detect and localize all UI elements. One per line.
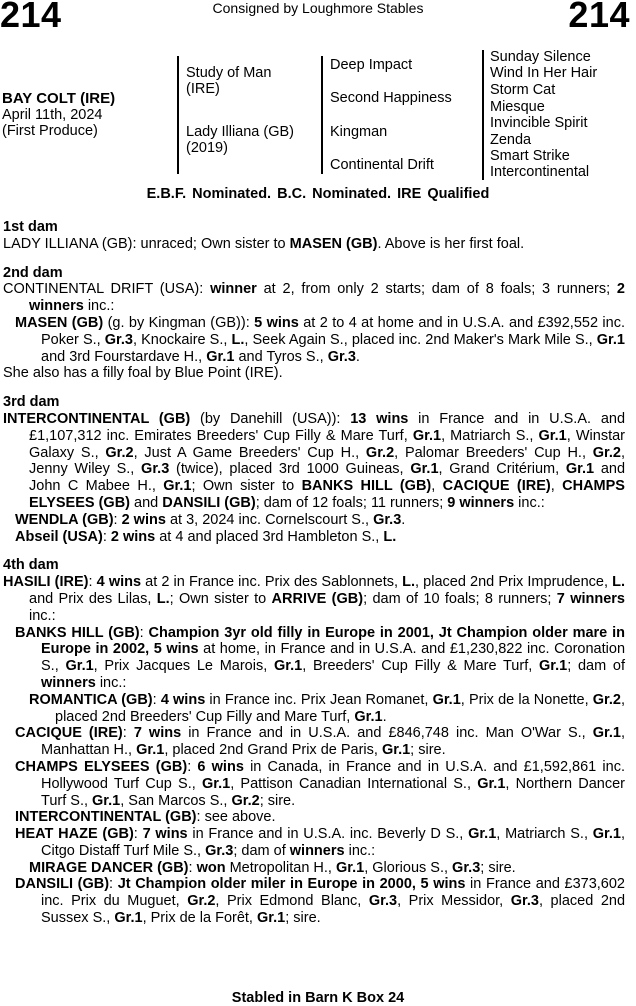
consignor: Consigned by Loughmore Stables: [212, 0, 424, 16]
bold-run: 2 wins: [121, 511, 166, 528]
bold-run: Gr.1: [538, 658, 568, 675]
bold-run: Gr.1: [201, 775, 231, 792]
bold-run: Gr.1: [273, 658, 303, 675]
stabling-info: Stabled in Barn K Box 24: [231, 990, 405, 1006]
pedigree-ggp-6: Zenda: [490, 132, 532, 148]
bold-run: Gr.2: [187, 893, 216, 910]
pedigree-sire-country: (IRE): [186, 81, 220, 97]
pedigree-ggp-4: Miesque: [490, 99, 545, 115]
bold-run: winners: [289, 842, 345, 859]
bold-run: Gr.1: [592, 826, 621, 843]
bold-run: Gr.1: [410, 461, 439, 478]
bold-run: 6 wins: [197, 758, 244, 775]
bold-run: 7 wins: [142, 826, 188, 843]
bold-run: Gr.2: [365, 444, 395, 461]
bold-run: INTERCONTINENTAL (GB): [15, 809, 197, 826]
bold-run: Gr.1: [92, 792, 121, 809]
bold-run: L.: [402, 574, 416, 591]
bold-run: CACIQUE (IRE): [442, 478, 551, 495]
horse-produce: (First Produce): [2, 123, 98, 139]
bold-run: Gr.1: [412, 427, 442, 444]
bold-run: Gr.1: [477, 775, 506, 792]
bold-run: CACIQUE (IRE): [15, 725, 123, 742]
pedigree-dam: Lady Illiana (GB): [186, 124, 294, 140]
bold-run: BANKS HILL (GB): [301, 478, 432, 495]
bold-run: 5 wins: [254, 314, 299, 331]
bold-run: ROMANTICA (GB): [29, 691, 153, 708]
bold-run: L.: [612, 574, 626, 591]
bold-run: won: [196, 859, 226, 876]
fourth-dam-grandprogeny-romantica: ROMANTICA (GB): 4 wins in France inc. Prix Jean Romanet, Gr.1, Prix de la Nonette, Gr.2, placed 2nd Breeders' Cup Filly and Mare Turf, Gr.1.: [29, 691, 626, 725]
pedigree-ggp-1: Sunday Silence: [490, 49, 591, 65]
bold-run: 13 wins: [350, 410, 409, 427]
bold-run: DANSILI (GB): [162, 494, 256, 511]
pedigree-ggp-8: Intercontinental: [490, 164, 590, 180]
bold-run: INTERCONTINENTAL (GB): [3, 410, 191, 427]
pedigree-line-2: [321, 56, 323, 174]
bold-run: HEAT HAZE (GB): [15, 826, 134, 843]
bold-run: Gr.1: [592, 725, 621, 742]
third-dam-text: INTERCONTINENTAL (GB) (by Danehill (USA)): 13 wins in France and in U.S.A. and £1,107,312 inc. Emirates Breeders' Cup Filly & Mare Turf, Gr.1, Matriarch S., Gr.1, Winstar Galaxy S., Gr.2, Just A Game Breeders' Cup H., Gr.2, Palomar Breeders' Cup H., Gr.2, Jenny Wiley S., Gr.3 (twice), placed 3rd 1000 Guineas, Gr.1, Grand Critérium, Gr.1 and John C Mabee H., Gr.1; Own sister to BANKS HILL (GB), CACIQUE (IRE), CHAMPS ELYSEES (GB) and DANSILI (GB); dam of 12 foals; 11 runners; 9 winners inc.:: [3, 410, 626, 511]
second-dam-filly-foal: She also has a filly foal by Blue Point (IRE).: [3, 365, 283, 382]
bold-run: Gr.1: [163, 478, 192, 495]
pedigree-granddam-paternal: Second Happiness: [330, 90, 452, 106]
bold-run: Gr.3: [141, 461, 170, 478]
bold-run: Gr.1: [538, 427, 567, 444]
bold-run: MASEN (GB): [15, 314, 104, 331]
third-dam-heading: 3rd dam: [3, 394, 60, 411]
fourth-dam-progeny-intercontinental: INTERCONTINENTAL (GB): see above.: [15, 809, 276, 826]
bold-run: L.: [156, 590, 170, 607]
second-dam-heading: 2nd dam: [3, 264, 63, 281]
fourth-dam-progeny-champs-elysees: CHAMPS ELYSEES (GB): 6 wins in Canada, in France and in U.S.A. and £1,592,861 inc. Hollywood Turf Cup S., Gr.1, Pattison Canadian International S., Gr.1, Northern Dancer Turf S., Gr.1, San Marcos S., Gr.2; sire.: [15, 758, 625, 809]
bold-run: Gr.3: [368, 893, 398, 910]
fourth-dam-progeny-banks-hill: BANKS HILL (GB): Champion 3yr old filly in Europe in 2001, Jt Champion older mare in Europe in 2002, 5 wins at home, in France and in U.S.A. and £1,230,822 inc. Coronation S., Gr.1, Prix Jacques Le Marois, Gr.1, Breeders' Cup Filly & Mare Turf, Gr.1; dam of winners inc.:: [15, 624, 626, 691]
fourth-dam-progeny-dansili: DANSILI (GB): Jt Champion older miler in Europe in 2000, 5 wins in France and £373,602 inc. Prix du Muguet, Gr.2, Prix Edmond Blanc, Gr.3, Prix Messidor, Gr.3, placed 2nd Sussex S., Gr.1, Prix de la Forêt, Gr.1; sire.: [15, 876, 626, 927]
bold-run: winner: [210, 281, 257, 298]
pedigree-grandsire-paternal: Deep Impact: [330, 57, 413, 73]
fourth-dam-grandprogeny-mirage-dancer: MIRAGE DANCER (GB): won Metropolitan H., Gr.1, Glorious S., Gr.3; sire.: [29, 859, 516, 876]
bold-run: Gr.3: [104, 331, 133, 348]
bold-run: Gr.2: [231, 792, 260, 809]
first-dam-text: LADY ILLIANA (GB): unraced; Own sister to MASEN (GB). Above is her first foal.: [3, 235, 525, 252]
pedigree-grandsire-maternal: Kingman: [330, 124, 388, 140]
pedigree-dam-year: (2019): [186, 140, 228, 156]
bold-run: MIRAGE DANCER (GB): [29, 859, 189, 876]
first-dam-heading: 1st dam: [3, 219, 58, 235]
horse-dob: April 11th, 2024: [2, 107, 103, 123]
bold-run: CHAMPS ELYSEES (GB): [15, 758, 188, 775]
bold-run: 7 winners: [556, 590, 625, 607]
bold-run: 4 wins: [160, 691, 206, 708]
second-dam-text: CONTINENTAL DRIFT (USA): winner at 2, from only 2 starts; dam of 8 foals; 3 runners; 2 winners inc.:: [3, 281, 625, 315]
bold-run: Champion 3yr old filly in Europe in 2001, Jt Champion older mare in Europe in 2002, 5 wins: [41, 624, 625, 658]
bold-run: Gr.1: [206, 348, 235, 365]
bold-run: Gr.1: [468, 826, 497, 843]
bold-run: Jt Champion older miler in Europe in 2000, 5 wins: [117, 876, 466, 893]
fourth-dam-progeny-heat-haze: HEAT HAZE (GB): 7 wins in France and in U.S.A. inc. Beverly D S., Gr.1, Matriarch S., Gr.1, Citgo Distaff Turf Mile S., Gr.3; dam of winners inc.:: [15, 826, 625, 859]
bold-run: Gr.1: [335, 859, 365, 876]
pedigree-ggp-2: Wind In Her Hair: [490, 65, 598, 81]
fourth-dam-text: HASILI (IRE): 4 wins at 2 in France inc. Prix des Sablonnets, L., placed 2nd Prix Imprudence, L. and Prix des Lilas, L.; Own sister to ARRIVE (GB); dam of 10 foals; 8 runners; 7 winners inc.:: [3, 574, 626, 624]
pedigree-sire: Study of Man: [186, 65, 272, 81]
bold-run: 2 wins: [110, 528, 156, 545]
pedigree-line-3: [482, 50, 484, 180]
pedigree-ggp-5: Invincible Spirit: [490, 115, 588, 131]
pedigree-line-1: [177, 56, 179, 174]
bold-run: DANSILI (GB): [15, 876, 110, 893]
bold-run: Gr.2: [592, 444, 621, 461]
bold-run: winners: [41, 674, 96, 691]
bold-run: Gr.1: [354, 708, 383, 725]
fourth-dam-progeny-cacique: CACIQUE (IRE): 7 wins in France and in U.S.A. and £846,748 inc. Man O'War S., Gr.1, Manhattan H., Gr.1, placed 2nd Grand Prix de Paris, Gr.1; sire.: [15, 725, 625, 759]
nominations: E.B.F. Nominated. B.C. Nominated. IRE Qualified: [146, 186, 490, 202]
bold-run: 7 wins: [133, 725, 182, 742]
bold-run: Gr.2: [105, 444, 134, 461]
third-dam-progeny-abseil: Abseil (USA): 2 wins at 4 and placed 3rd Hambleton S., L.: [15, 528, 397, 545]
horse-name: BAY COLT (IRE): [2, 90, 116, 107]
bold-run: Gr.2: [592, 691, 621, 708]
bold-run: Gr.3: [373, 511, 402, 528]
bold-run: Gr.1: [565, 461, 595, 478]
lot-number-right: 214: [568, 0, 630, 35]
bold-run: MASEN (GB): [289, 235, 378, 252]
bold-run: Gr.1: [136, 742, 165, 759]
bold-run: L.: [231, 331, 245, 348]
catalogue-body: [3, 219, 625, 927]
bold-run: CHAMPS ELYSEES (GB): [29, 478, 625, 511]
bold-run: ARRIVE (GB): [271, 590, 364, 607]
pedigree-ggp-7: Smart Strike: [490, 148, 570, 164]
bold-run: Gr.3: [510, 893, 539, 910]
bold-run: Gr.1: [381, 742, 411, 759]
third-dam-progeny-wendla: WENDLA (GB): 2 wins at 3, 2024 inc. Cornelscourt S., Gr.3.: [15, 511, 406, 528]
bold-run: BANKS HILL (GB): [15, 624, 140, 641]
pedigree-granddam-maternal: Continental Drift: [330, 157, 434, 173]
bold-run: Gr.1: [114, 910, 143, 927]
bold-run: 4 wins: [96, 574, 142, 591]
fourth-dam-heading: 4th dam: [3, 557, 59, 574]
bold-run: HASILI (IRE): [3, 574, 89, 591]
bold-run: Gr.1: [257, 910, 286, 927]
bold-run: 2 winners: [29, 281, 625, 315]
bold-run: Gr.1: [596, 331, 625, 348]
bold-run: Gr.1: [65, 658, 94, 675]
bold-run: Abseil (USA): [15, 528, 103, 545]
bold-run: Gr.3: [327, 348, 356, 365]
bold-run: Gr.3: [205, 842, 234, 859]
lot-number-left: 214: [0, 0, 62, 35]
bold-run: 9 winners: [447, 494, 515, 511]
bold-run: WENDLA (GB): [15, 511, 114, 528]
pedigree-ggp-3: Storm Cat: [490, 82, 556, 98]
bold-run: L.: [383, 528, 397, 545]
second-dam-progeny-masen: MASEN (GB) (g. by Kingman (GB)): 5 wins at 2 to 4 at home and in U.S.A. and £392,552 inc. Poker S., Gr.3, Knockaire S., L., Seek Again S., placed inc. 2nd Maker's Mark Mile S., Gr.1 and 3rd Fourstardave H., Gr.1 and Tyros S., Gr.3.: [15, 314, 625, 365]
bold-run: Gr.1: [432, 691, 461, 708]
bold-run: Gr.3: [452, 859, 481, 876]
